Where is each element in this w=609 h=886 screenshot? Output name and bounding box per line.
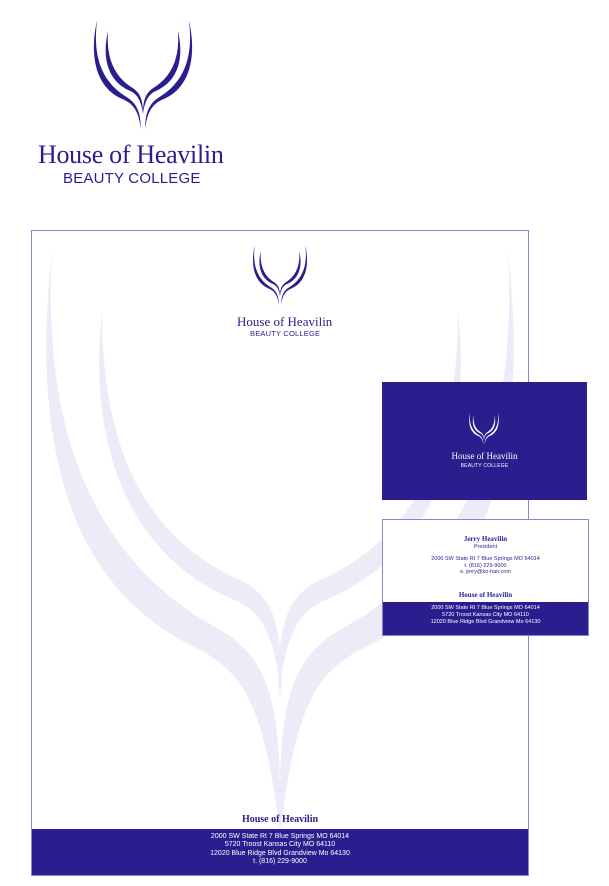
address-line: 5720 Troost Kansas City MO 64110 [442, 612, 529, 618]
card-back-brand-name: House of Heavilin [458, 591, 513, 599]
letterhead-wing-icon [250, 245, 310, 311]
wing-v-mark-icon [73, 20, 213, 140]
card-wing-icon [467, 412, 501, 448]
address-line: 12020 Blue Ridge Blvd Grandview Mo 64130 [430, 619, 541, 625]
letterhead-brand-subtitle: BEAUTY COLLEGE [250, 329, 321, 338]
letterhead-footer-band [32, 829, 528, 875]
email-line: e. jerry@ko-hair.com [460, 569, 511, 575]
letterhead-brand-name: House of Heavilin [237, 314, 333, 329]
address-line: 5720 Troost Kansas City MO 64110 [224, 841, 336, 849]
card-front-brand-name: House of Heavilin [451, 451, 518, 461]
phone-line: t. (816) 229-9000 [464, 562, 507, 569]
person-name: Jerry Heavilin [463, 535, 508, 543]
business-card-front [382, 382, 587, 500]
card-back-address-band [383, 602, 588, 635]
card-front-subtitle: BEAUTY COLLEGE [460, 463, 509, 469]
brand-name: House of Heavilin [38, 140, 224, 169]
letterhead-footer-name: House of Heavilin [241, 814, 319, 825]
person-title: President [473, 544, 498, 550]
address-line: 2000 SW State Rt 7 Blue Springs MO 64014 [431, 605, 540, 611]
address-line: 2000 SW State Rt 7 Blue Springs MO 64014 [210, 833, 350, 840]
address-line: 2000 SW State Rt 7 Blue Springs MO 64014 [431, 556, 540, 562]
contact-block [383, 556, 588, 576]
brand-subtitle: BEAUTY COLLEGE [63, 170, 201, 187]
business-card-back [382, 519, 589, 636]
address-line: 12020 Blue Ridge Blvd Grandview Mo 64130 [210, 849, 350, 857]
phone-line: t. (816) 229-9000 [253, 858, 307, 866]
main-logo [38, 20, 258, 190]
